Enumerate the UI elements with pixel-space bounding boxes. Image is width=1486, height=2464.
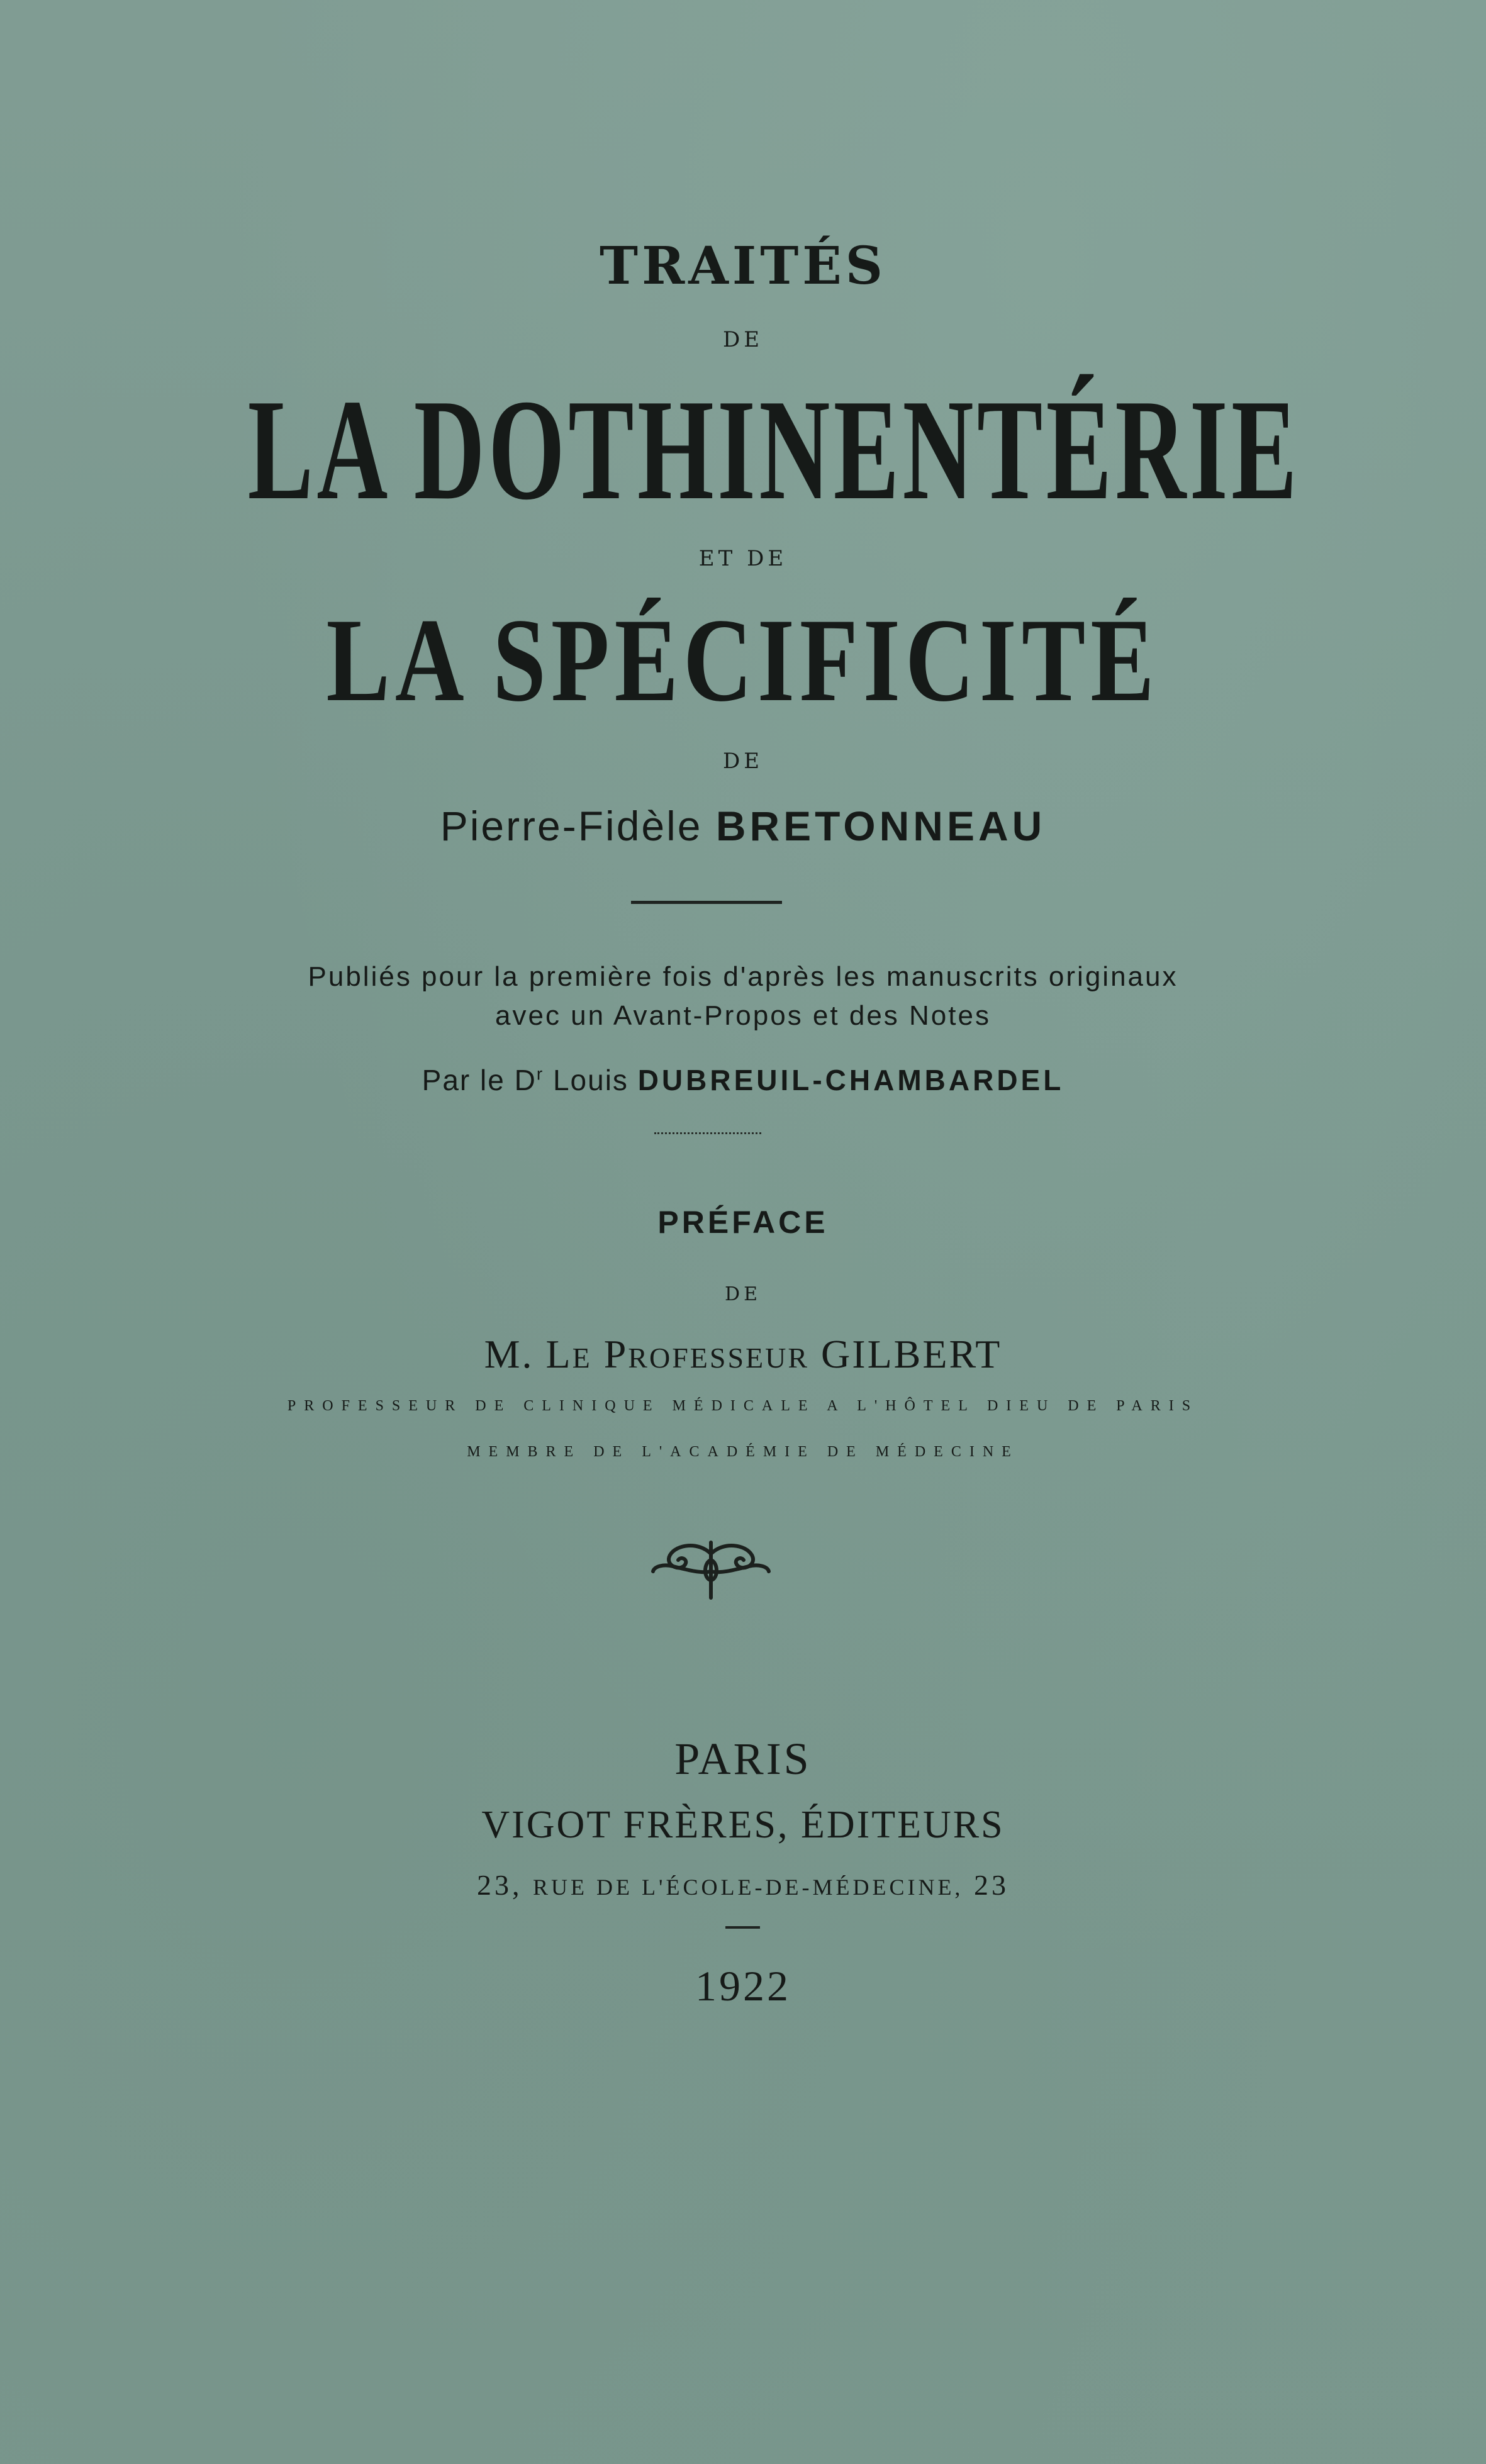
divider-rule-1 (631, 901, 782, 904)
connector-de-3: DE (725, 1283, 761, 1305)
prof-e: E (572, 1342, 592, 1374)
prof-position-1: PROFESSEUR DE CLINIQUE MÉDICALE A L'HÔTEL DIEU DE PARIS (287, 1398, 1199, 1414)
divider-rule-3 (725, 1926, 760, 1929)
editor-credit (0, 1063, 1486, 1097)
published-note-line-2: avec un Avant-Propos et des Notes (495, 1000, 991, 1031)
address-street: RUE DE L'ÉCOLE-DE-MÉDECINE, (533, 1875, 964, 1900)
main-title-dothinenterie (0, 369, 1486, 530)
imprint-year: 1922 (695, 1962, 791, 2010)
fleuron-ornament-icon (648, 1535, 774, 1604)
heading-traites: TRAITÉS (600, 236, 886, 296)
published-note-line-1: Publiés pour la première fois d'après les manuscrits originaux (308, 961, 1178, 992)
imprint-address: 23, RUE DE L'ÉCOLE-DE-MÉDECINE, 23 (477, 1869, 1009, 1901)
address-number-2: 23 (973, 1869, 1009, 1901)
author-first-name: Pierre-Fidèle (440, 803, 703, 849)
connector-et-de: ET DE (698, 546, 788, 571)
editor-title-sup: r (536, 1064, 544, 1084)
divider-rule-2 (654, 1132, 761, 1134)
author-name (0, 802, 1486, 850)
prof-prefix: M. L (484, 1332, 573, 1376)
author-last-name: BRETONNEAU (715, 803, 1046, 849)
connector-de-1: DE (722, 327, 764, 352)
prof-rofesseur: ROFESSEUR (628, 1342, 810, 1374)
prof-position-2: MEMBRE DE L'ACADÉMIE DE MÉDECINE (467, 1444, 1019, 1460)
imprint-publisher: VIGOT FRÈRES, ÉDITEURS (481, 1803, 1005, 1846)
preface-heading: PRÉFACE (657, 1205, 829, 1240)
address-number-1: 23 (477, 1869, 513, 1901)
prof-name: GILBERT (821, 1332, 1002, 1376)
imprint-city: PARIS (674, 1734, 812, 1784)
preface-author (0, 1331, 1486, 1378)
prof-p: P (603, 1332, 628, 1376)
editor-last-name: DUBREUIL-CHAMBARDEL (637, 1064, 1064, 1096)
editor-prefix: Par le D (422, 1064, 537, 1096)
main-title-dothinenterie-text: LA DOTHINENTÉRIE (247, 369, 1300, 530)
connector-de-2: DE (722, 749, 764, 774)
main-title-specificite-text: LA SPÉCIFICITÉ (326, 594, 1160, 727)
main-title-specificite (0, 594, 1486, 727)
editor-first-name: Louis (552, 1064, 628, 1096)
